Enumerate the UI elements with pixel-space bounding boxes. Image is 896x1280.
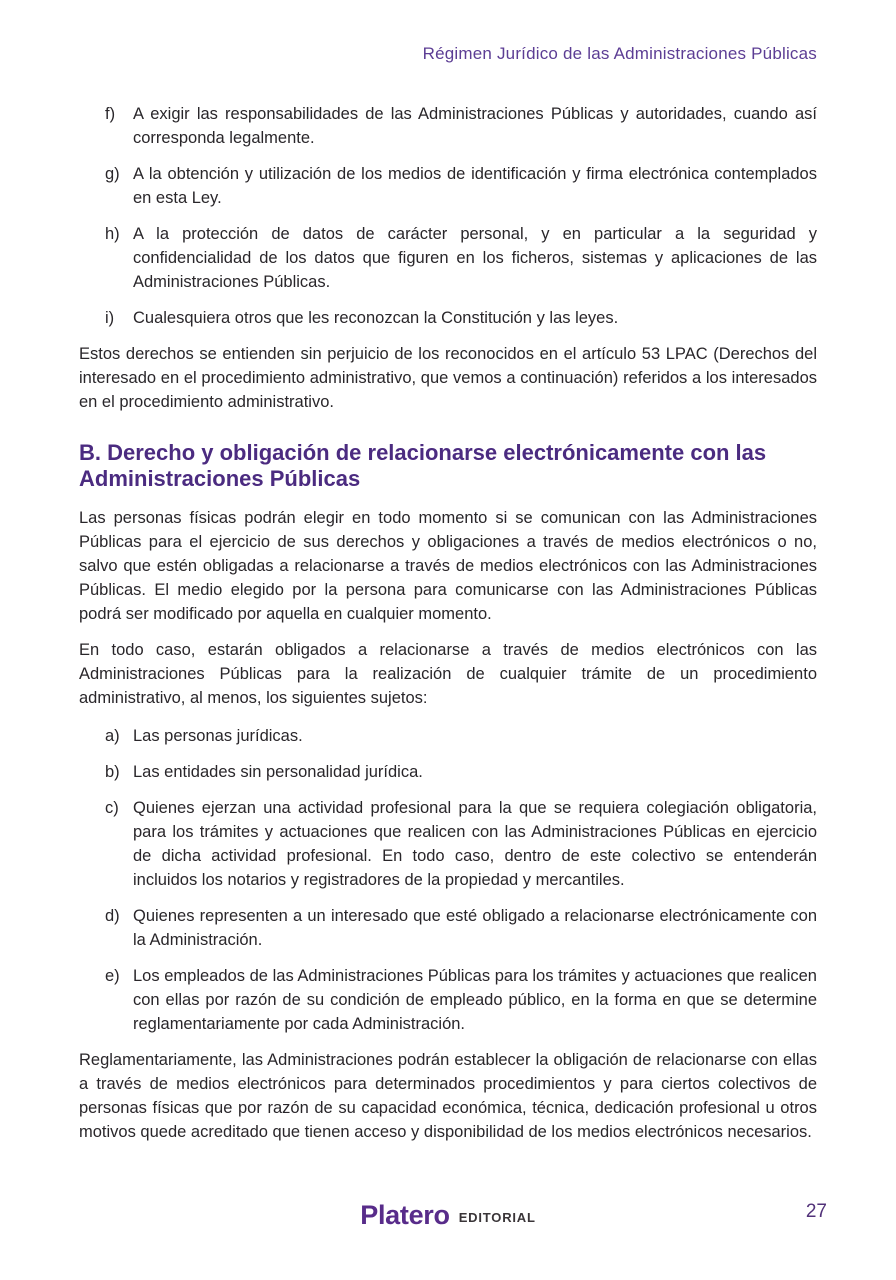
list-item-marker: i) xyxy=(105,309,115,327)
running-head: Régimen Jurídico de las Administraciones Públicas xyxy=(422,44,817,63)
list-item-marker: b) xyxy=(105,763,120,781)
section-heading-b: B. Derecho y obligación de relacionarse electrónicamente con las Administraciones Públicas xyxy=(79,440,767,491)
derechos-list xyxy=(79,102,817,330)
list-item xyxy=(79,102,817,150)
list-item xyxy=(79,724,817,748)
list-item xyxy=(79,162,817,210)
list-item-marker: f) xyxy=(105,105,116,123)
list-item-text: Los empleados de las Administraciones Públicas para los trámites y actuaciones que realicen con ellas por razón de su condición de empleado público, en la forma en que se determine reglamentariamente por cada Administración. xyxy=(133,967,817,1033)
list-item-marker: h) xyxy=(105,225,120,243)
list-item-text: Quienes ejerzan una actividad profesional para la que se requiera colegiación obligatoria, para los trámites y actuaciones que realicen con las Administraciones Públicas en ejercicio de dicha actividad profesional. En todo caso, dentro de este colectivo se entenderán incluidos los notarios y registradores de la propiedad y mercantiles. xyxy=(133,799,817,889)
list-item-marker: c) xyxy=(105,799,119,817)
list-item xyxy=(79,904,817,952)
list-item-text: Cualesquiera otros que les reconozcan la Constitución y las leyes. xyxy=(133,309,619,327)
list-item-text: Quienes representen a un interesado que esté obligado a relacionarse electrónicamente con la Administración. xyxy=(133,907,817,949)
paragraph-personas-fisicas: Las personas físicas podrán elegir en todo momento si se comunican con las Administraciones Públicas para el ejercicio de sus derechos y obligaciones a través de medios electrónicos o no, salvo que estén obligadas a relacionarse a través de medios electrónicos con las Administraciones Públicas. El medio elegido por la persona para comunicarse con las Administraciones Públicas podrá ser modificado por aquella en cualquier momento. xyxy=(79,509,817,623)
page-number: 27 xyxy=(805,1201,827,1222)
list-item-marker: a) xyxy=(105,727,120,745)
list-item-text: A la protección de datos de carácter personal, y en particular a la seguridad y confidencialidad de los datos que figuren en los ficheros, sistemas y aplicaciones de las Administraciones Públicas. xyxy=(133,225,817,291)
list-item xyxy=(79,306,817,330)
list-item-marker: d) xyxy=(105,907,120,925)
list-item-text: Las personas jurídicas. xyxy=(133,727,303,745)
publisher-logo-suffix: EDITORIAL xyxy=(458,1210,536,1225)
list-item xyxy=(79,760,817,784)
list-item xyxy=(79,964,817,1036)
list-item-text: A exigir las responsabilidades de las Administraciones Públicas y autoridades, cuando así corresponda legalmente. xyxy=(133,105,817,147)
paragraph-reglamentariamente: Reglamentariamente, las Administraciones podrán establecer la obligación de relacionarse con ellas a través de medios electrónicos para determinados procedimientos y para ciertos colectivos de personas físicas que por razón de su capacidad económica, técnica, dedicación profesional u otros motivos quede acreditado que tienen acceso y disponibilidad de los medios electrónicos necesarios. xyxy=(79,1051,817,1141)
page-footer xyxy=(0,1200,896,1234)
list-item xyxy=(79,222,817,294)
paragraph-lpac: Estos derechos se entienden sin perjuicio de los reconocidos en el artículo 53 LPAC (Derechos del interesado en el procedimiento administrativo, que vemos a continuación) referidos a los interesados en el procedimiento administrativo. xyxy=(79,345,817,411)
sujetos-list xyxy=(79,724,817,1036)
list-item-text: Las entidades sin personalidad jurídica. xyxy=(133,763,423,781)
list-item xyxy=(79,796,817,892)
list-item-marker: e) xyxy=(105,967,120,985)
list-item-marker: g) xyxy=(105,165,120,183)
paragraph-en-todo-caso: En todo caso, estarán obligados a relacionarse a través de medios electrónicos con las Administraciones Públicas para la realización de cualquier trámite de un procedimiento administrativo, al menos, los siguientes sujetos: xyxy=(79,641,817,707)
list-item-text: A la obtención y utilización de los medios de identificación y firma electrónica contemplados en esta Ley. xyxy=(133,165,817,207)
publisher-logo-name: Platero xyxy=(360,1200,450,1230)
publisher-logo xyxy=(0,1200,896,1231)
